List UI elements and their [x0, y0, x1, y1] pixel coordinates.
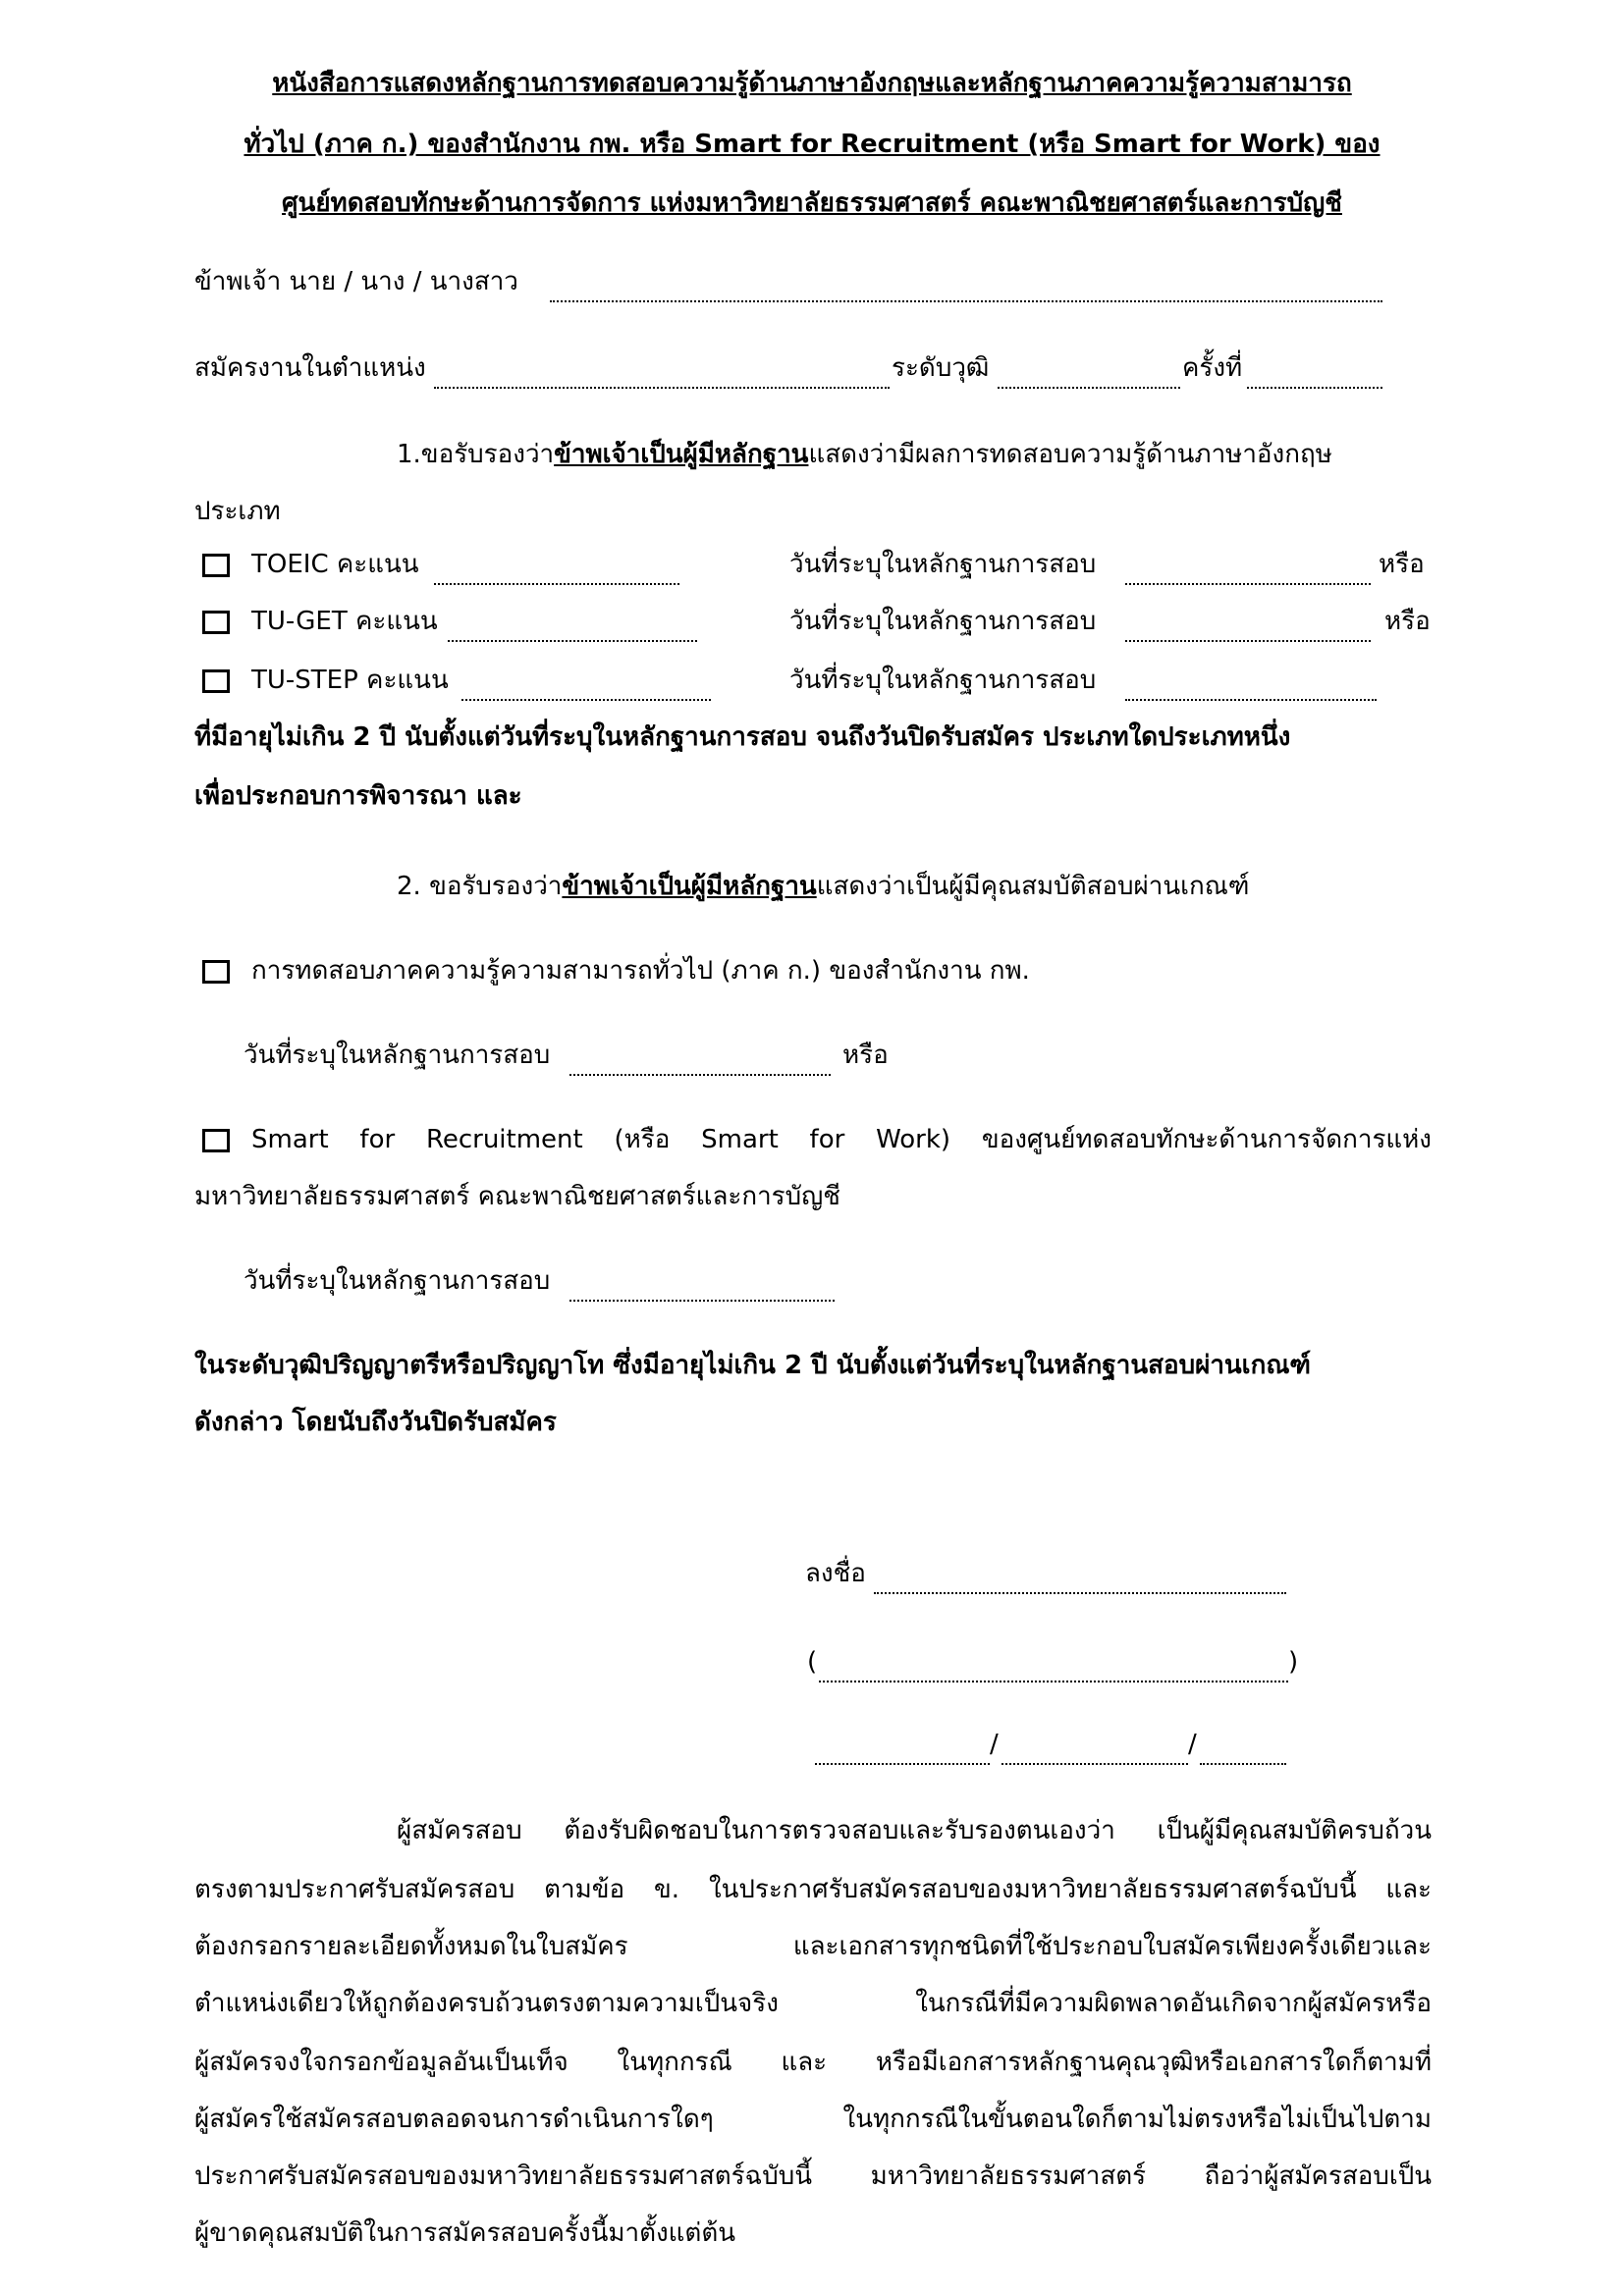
tustep-date-label: วันที่ระบุในหลักฐานการสอบ	[789, 666, 1097, 695]
round-field[interactable]	[1247, 363, 1382, 389]
smart-checkbox[interactable]	[202, 1129, 230, 1152]
date-separator-1: /	[990, 1730, 999, 1759]
tustep-label: TU-STEP คะแนน	[251, 666, 449, 695]
applicant-name-field[interactable]	[550, 277, 1382, 302]
sign-year-field[interactable]	[1200, 1739, 1286, 1765]
tuget-score-field[interactable]	[448, 616, 697, 642]
smart-option-line-1: Smart for Recruitment (หรือ Smart for Work) ของศูนย์ทดสอบทักษะด้านการจัดการแห่ง	[251, 1125, 1432, 1154]
toeic-label: TOEIC คะแนน	[251, 550, 419, 579]
printed-name-open-paren: (	[807, 1647, 818, 1677]
sign-day-field[interactable]	[815, 1739, 990, 1765]
gat-checkbox[interactable]	[202, 960, 230, 984]
disclaimer-line-1: ผู้สมัครสอบ ต้องรับผิดชอบในการตรวจสอบและรับรองตนเองว่า เป็นผู้มีคุณสมบัติครบถ้วน	[397, 1816, 1432, 1845]
tuget-date-field[interactable]	[1125, 616, 1371, 642]
printed-name-field[interactable]	[819, 1657, 1288, 1682]
position-label: สมัครงานในตำแหน่ง	[194, 353, 426, 383]
section1-intro: 1.ขอรับรองว่าข้าพเจ้าเป็นผู้มีหลักฐานแสดงว่ามีผลการทดสอบความรู้ด้านภาษาอังกฤษ	[397, 440, 1332, 469]
toeic-score-field[interactable]	[434, 560, 679, 585]
degree-label: ระดับวุฒิ	[892, 353, 990, 383]
form-title-line-2: ทั่วไป (ภาค ก.) ของสำนักงาน กพ. หรือ Smart for Recruitment (หรือ Smart for Work) ของ	[244, 130, 1380, 159]
disclaimer-line-8: ผู้ขาดคุณสมบัติในการสมัครสอบครั้งนี้มาตั้งแต่ต้น	[194, 2218, 735, 2248]
disclaimer-line-2: ตรงตามประกาศรับสมัครสอบ ตามข้อ ข. ในประกาศรับสมัครสอบของมหาวิทยาลัยธรรมศาสตร์ฉบับนี้ และ	[194, 1875, 1432, 1904]
signature-label: ลงชื่อ	[805, 1559, 866, 1588]
applicant-name-label: ข้าพเจ้า นาย / นาง / นางสาว	[194, 267, 518, 296]
tustep-score-field[interactable]	[461, 675, 711, 701]
tustep-checkbox[interactable]	[202, 669, 230, 693]
disclaimer-line-3: ต้องกรอกรายละเอียดทั้งหมดในใบสมัคร และเอกสารทุกชนิดที่ใช้ประกอบใบสมัครเพียงครั้งเดียวและ	[194, 1932, 1432, 1961]
printed-name-close-paren: )	[1288, 1647, 1299, 1677]
section2-intro: 2. ขอรับรองว่าข้าพเจ้าเป็นผู้มีหลักฐานแสดงว่าเป็นผู้มีคุณสมบัติสอบผ่านเกณฑ์	[397, 872, 1250, 901]
form-title-line-3: ศูนย์ทดสอบทักษะด้านการจัดการ แห่งมหาวิทยาลัยธรรมศาสตร์ คณะพาณิชยศาสตร์และการบัญชี	[282, 188, 1342, 218]
toeic-or-label: หรือ	[1379, 550, 1425, 579]
tuget-label: TU-GET คะแนน	[251, 607, 438, 636]
sign-month-field[interactable]	[1001, 1739, 1188, 1765]
disclaimer-line-5: ผู้สมัครจงใจกรอกข้อมูลอันเป็นเท็จ ในทุกกรณี และ หรือมีเอกสารหลักฐานคุณวุฒิหรือเอกสารใดก็ตามที่	[194, 2048, 1432, 2077]
toeic-checkbox[interactable]	[202, 554, 230, 577]
tuget-date-label: วันที่ระบุในหลักฐานการสอบ	[789, 607, 1097, 636]
section1-condition-line-1: ที่มีอายุไม่เกิน 2 ปี นับตั้งแต่วันที่ระบุในหลักฐานการสอบ จนถึงวันปิดรับสมัคร ประเภทใดประเภทหนึ่ง	[194, 722, 1291, 752]
smart-option-line-2: มหาวิทยาลัยธรรมศาสตร์ คณะพาณิชยศาสตร์และการบัญชี	[194, 1182, 840, 1211]
round-label: ครั้งที่	[1182, 353, 1243, 383]
tuget-checkbox[interactable]	[202, 611, 230, 634]
tustep-date-field[interactable]	[1125, 675, 1377, 701]
gat-option-label: การทดสอบภาคความรู้ความสามารถทั่วไป (ภาค ก.) ของสำนักงาน กพ.	[251, 956, 1030, 986]
signature-field[interactable]	[874, 1569, 1286, 1594]
section1-condition-line-2: เพื่อประกอบการพิจารณา และ	[194, 781, 522, 811]
gat-date-field[interactable]	[569, 1050, 831, 1076]
date-separator-2: /	[1188, 1730, 1197, 1759]
smart-date-label: วันที่ระบุในหลักฐานการสอบ	[244, 1266, 551, 1296]
toeic-date-label: วันที่ระบุในหลักฐานการสอบ	[789, 550, 1097, 579]
section2-condition-line-1: ในระดับวุฒิปริญญาตรีหรือปริญญาโท ซึ่งมีอายุไม่เกิน 2 ปี นับตั้งแต่วันที่ระบุในหลักฐานสอบผ่านเกณฑ์	[194, 1351, 1312, 1380]
toeic-date-field[interactable]	[1125, 560, 1371, 585]
tuget-or-label: หรือ	[1384, 607, 1431, 636]
disclaimer-line-4: ตำแหน่งเดียวให้ถูกต้องครบถ้วนตรงตามความเป็นจริง ในกรณีที่มีความผิดพลาดอันเกิดจากผู้สมัครหรือ	[194, 1989, 1432, 2018]
gat-date-label: วันที่ระบุในหลักฐานการสอบ	[244, 1041, 551, 1070]
position-field[interactable]	[434, 363, 890, 389]
disclaimer-line-7: ประกาศรับสมัครสอบของมหาวิทยาลัยธรรมศาสตร์ฉบับนี้ มหาวิทยาลัยธรรมศาสตร์ ถือว่าผู้สมัครสอบเป็น	[194, 2162, 1432, 2191]
form-title-line-1: หนังสือการแสดงหลักฐานการทดสอบความรู้ด้านภาษาอังกฤษและหลักฐานภาคความรู้ความสามารถ	[272, 69, 1352, 98]
gat-or-label: หรือ	[842, 1041, 889, 1070]
section2-condition-line-2: ดังกล่าว โดยนับถึงวันปิดรับสมัคร	[194, 1408, 557, 1437]
smart-date-field[interactable]	[569, 1276, 835, 1302]
disclaimer-line-6: ผู้สมัครใช้สมัครสอบตลอดจนการดำเนินการใดๆ ในทุกกรณีในขั้นตอนใดก็ตามไม่ตรงหรือไม่เป็นไปตาม	[194, 2105, 1432, 2134]
degree-field[interactable]	[998, 363, 1180, 389]
section1-type-label: ประเภท	[194, 497, 281, 526]
